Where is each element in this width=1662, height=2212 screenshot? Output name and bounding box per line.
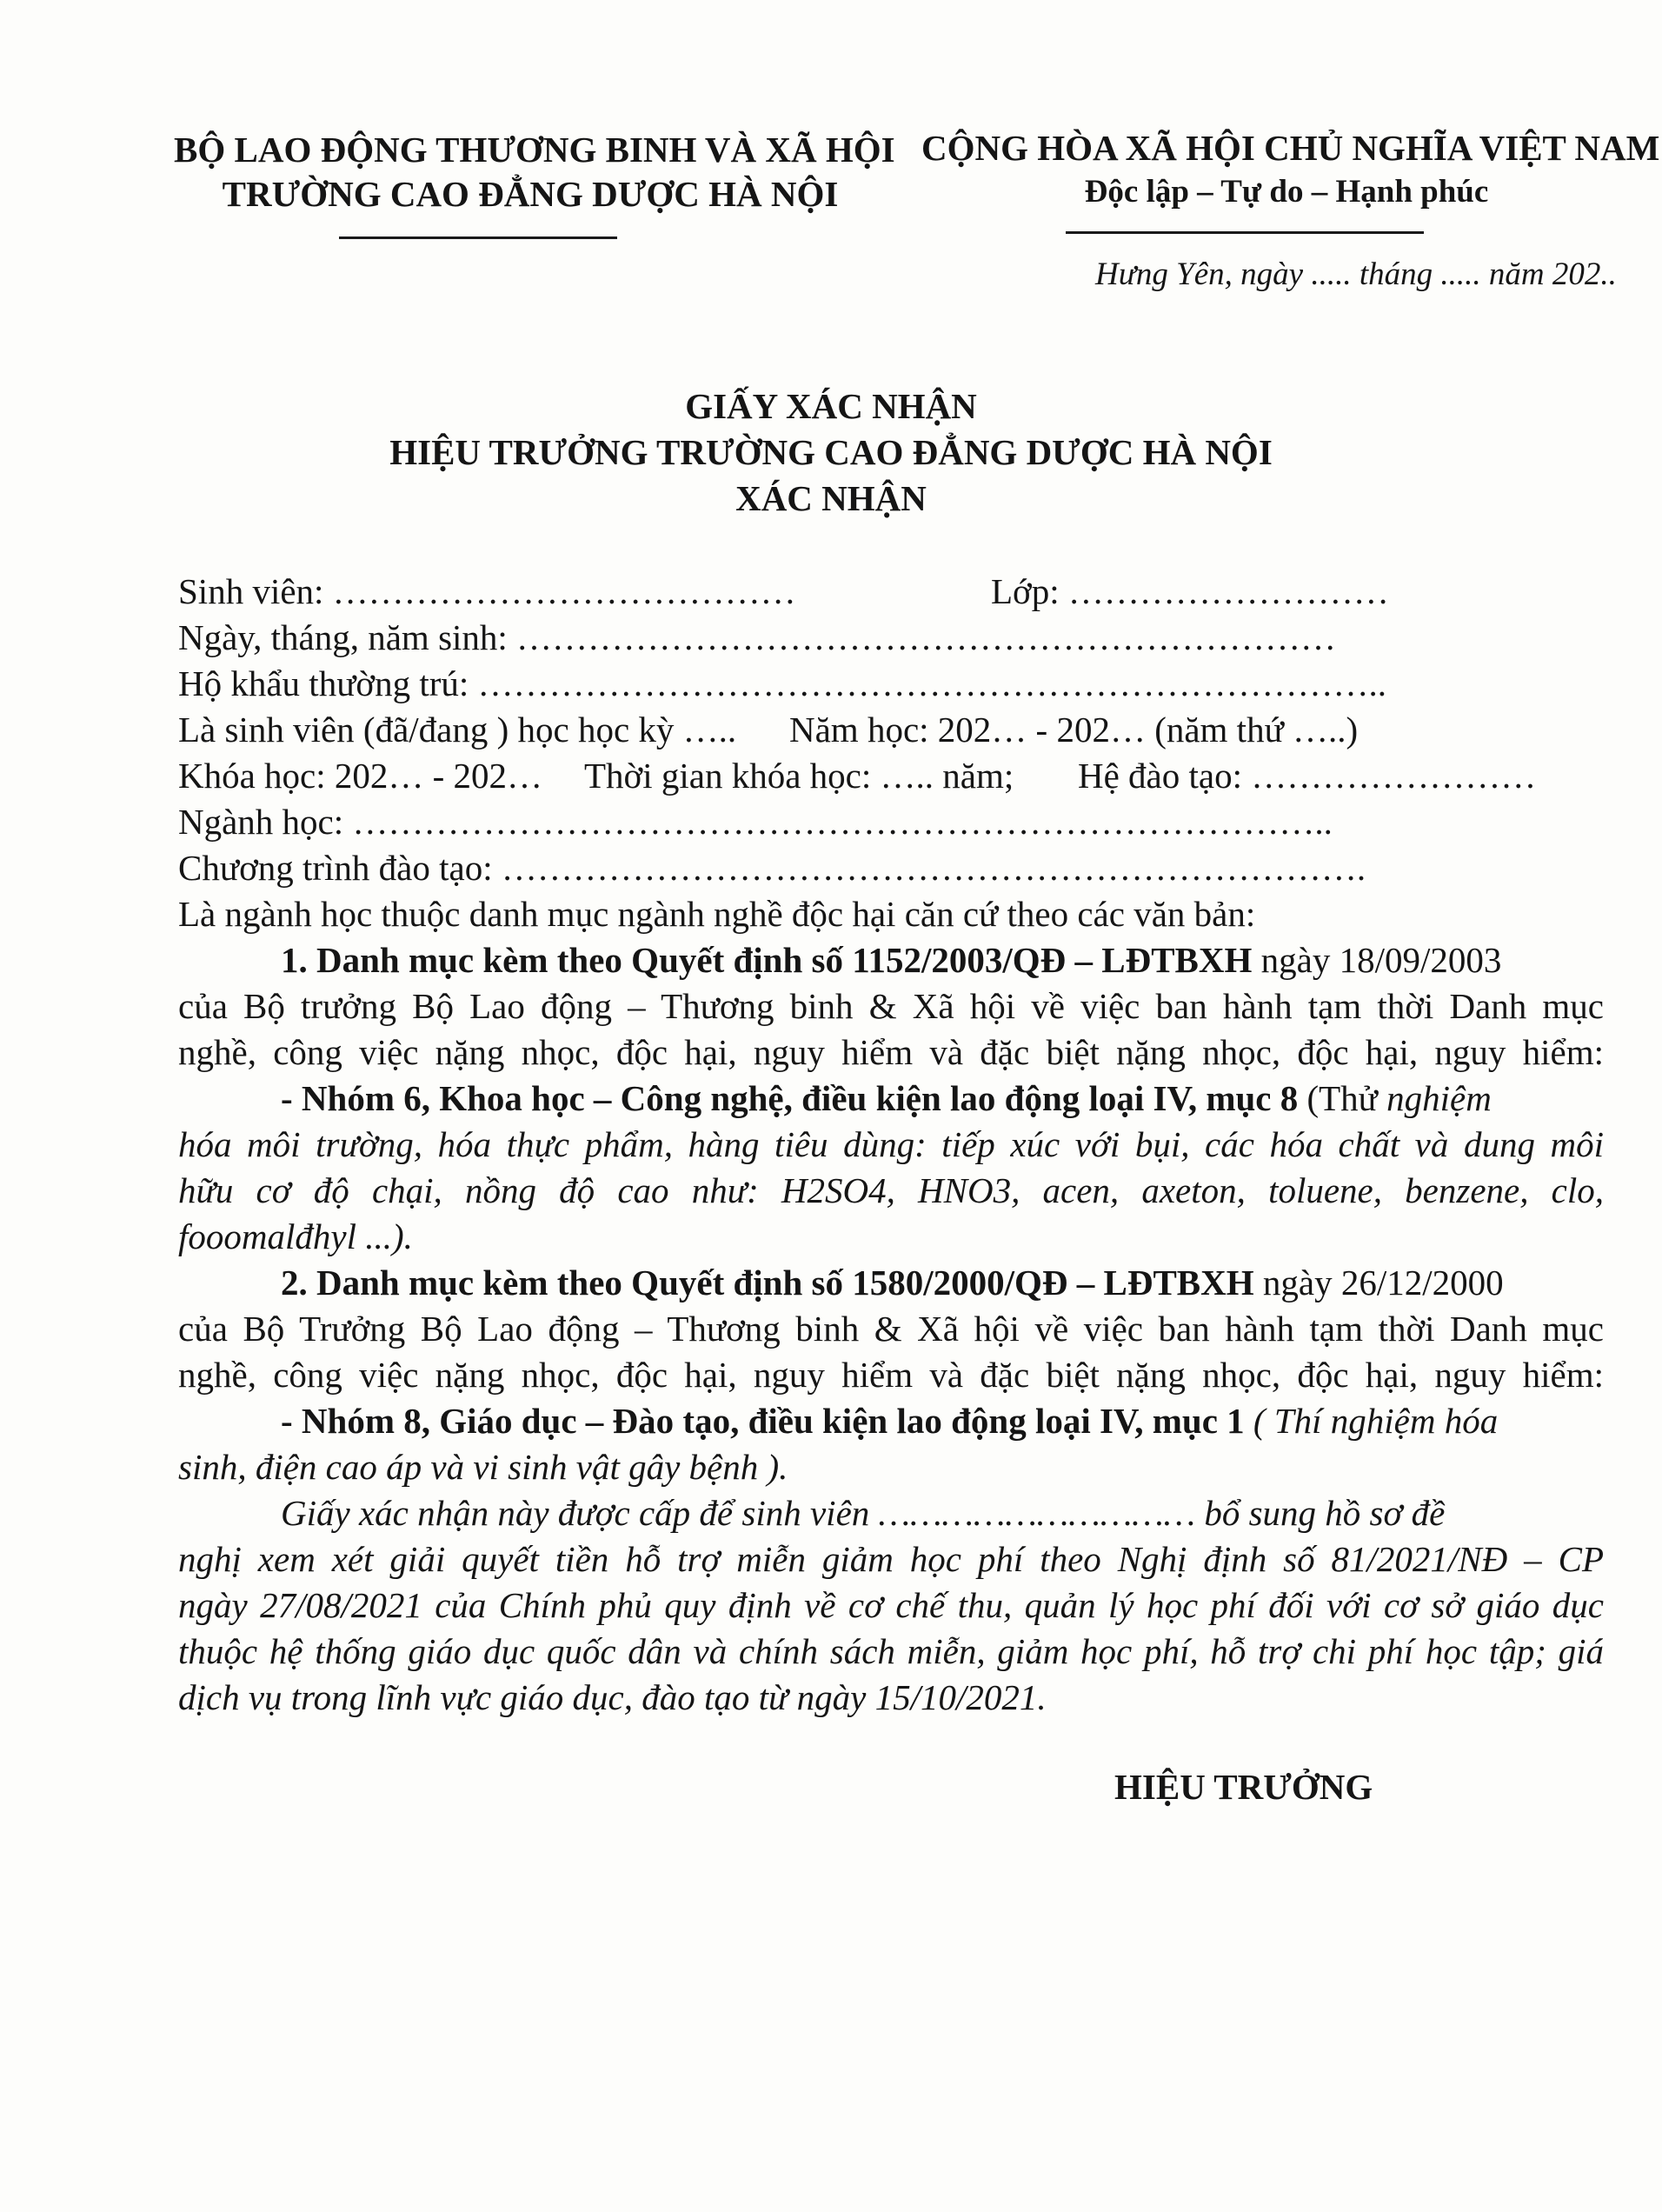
course-duration-field: Thời gian khóa học: ….. năm; <box>584 756 1014 796</box>
semester-field: Là sinh viên (đã/đang ) học học kỳ ….. <box>178 710 737 750</box>
closing-line5: dịch vụ trong lĩnh vực giáo dục, đào tạo từ ngày 15/10/2021. <box>178 1677 1047 1717</box>
item1-date: ngày 18/09/2003 <box>1260 940 1502 980</box>
major-field: Ngành học: ……………………………………………………………………….. <box>178 802 1333 842</box>
item1-group-paren: (Thử <box>1306 1078 1378 1118</box>
item1-group-italic: nghiệm <box>1386 1078 1492 1118</box>
item1-group <box>281 1078 1492 1118</box>
item1-line2: của Bộ trưởng Bộ Lao động – Thương binh & Xã hội về việc ban hành tạm thời Danh mục <box>178 986 1604 1026</box>
item1-detail-line3: fooomalđhyl ...). <box>178 1216 413 1256</box>
item1-group-title: - Nhóm 6, Khoa học – Công nghệ, điều kiện lao động loại IV, mục 8 <box>281 1078 1299 1118</box>
place-date: Hưng Yên, ngày ..... tháng ..... năm 202.. <box>1095 257 1617 292</box>
training-system-field: Hệ đào tạo: …………………… <box>1078 756 1537 796</box>
item2-group-italic: ( Thí nghiệm hóa <box>1253 1401 1499 1441</box>
item2-group-title: - Nhóm 8, Giáo dục – Đào tạo, điều kiện lao động loại IV, mục 1 <box>281 1401 1245 1441</box>
item2-decision: 2. Danh mục kèm theo Quyết định số 1580/2000/QĐ – LĐTBXH <box>281 1263 1254 1303</box>
program-field: Chương trình đào tạo: ………………………………………………………………. <box>178 848 1366 888</box>
header-left-underline <box>339 237 617 239</box>
closing-line4: thuộc hệ thống giáo dục quốc dân và chính sách miễn, giảm học phí, hỗ trợ chi phí học tập; giá <box>178 1631 1604 1671</box>
item2-line3: nghề, công việc nặng nhọc, độc hại, nguy hiểm và đặc biệt nặng nhọc, độc hại, nguy hiểm: <box>178 1355 1604 1395</box>
item1-detail-line1: hóa môi trường, hóa thực phẩm, hàng tiêu dùng: tiếp xúc với bụi, các hóa chất và dung môi <box>178 1124 1604 1164</box>
document-title: GIẤY XÁC NHẬN <box>685 386 977 426</box>
item1-decision: 1. Danh mục kèm theo Quyết định số 1152/2003/QĐ – LĐTBXH <box>281 940 1253 980</box>
student-name-field: Sinh viên: ………………………………… <box>178 571 796 611</box>
class-field: Lớp: ……………………… <box>991 571 1389 611</box>
school-name: TRƯỜNG CAO ĐẲNG DƯỢC HÀ NỘI <box>222 174 839 214</box>
course-field: Khóa học: 202… - 202… <box>178 756 543 796</box>
document-subtitle: HIỆU TRƯỞNG TRƯỜNG CAO ĐẲNG DƯỢC HÀ NỘI <box>389 432 1273 472</box>
school-year-field: Năm học: 202… - 202… (năm thứ …..) <box>789 710 1359 750</box>
basis-statement: Là ngành học thuộc danh mục ngành nghề độc hại căn cứ theo các văn bản: <box>178 894 1256 934</box>
header-right-underline <box>1066 231 1424 234</box>
item2-date: ngày 26/12/2000 <box>1262 1263 1504 1303</box>
closing-line1: Giấy xác nhận này được cấp để sinh viên ………………………… bổ sung hồ sơ đề <box>281 1493 1446 1533</box>
item2-heading <box>281 1265 1504 1301</box>
item1-detail-line2: hữu cơ độ chại, nồng độ cao như: H2SO4, HNO3, acen, axeton, toluene, benzene, clo, <box>178 1170 1604 1210</box>
confirmation-heading: XÁC NHẬN <box>735 478 927 518</box>
date-of-birth-field: Ngày, tháng, năm sinh: …………………………………………………………… <box>178 617 1337 657</box>
item1-heading <box>281 940 1502 980</box>
ministry-name: BỘ LAO ĐỘNG THƯƠNG BINH VÀ XÃ HỘI <box>174 130 895 170</box>
republic-name: CỘNG HÒA XÃ HỘI CHỦ NGHĨA VIỆT NAM <box>921 128 1660 168</box>
item1-line3: nghề, công việc nặng nhọc, độc hại, nguy hiểm và đặc biệt nặng nhọc, độc hại, nguy hiểm: <box>178 1032 1604 1072</box>
item2-group <box>281 1403 1498 1439</box>
item2-detail-line1: sinh, điện cao áp và vi sinh vật gây bệnh ). <box>178 1447 788 1487</box>
closing-line3: ngày 27/08/2021 của Chính phủ quy định về cơ chế thu, quản lý học phí đối với cơ sở giáo dục <box>178 1585 1604 1625</box>
closing-line2: nghị xem xét giải quyết tiền hỗ trợ miễn giảm học phí theo Nghị định số 81/2021/NĐ – CP <box>178 1539 1604 1579</box>
signature-title: HIỆU TRƯỞNG <box>1114 1767 1373 1807</box>
residence-field: Hộ khẩu thường trú: ………………………………………………………………….. <box>178 663 1387 703</box>
national-motto: Độc lập – Tự do – Hạnh phúc <box>1084 174 1489 210</box>
item2-line2: của Bộ Trưởng Bộ Lao động – Thương binh & Xã hội về việc ban hành tạm thời Danh mục <box>178 1309 1604 1349</box>
